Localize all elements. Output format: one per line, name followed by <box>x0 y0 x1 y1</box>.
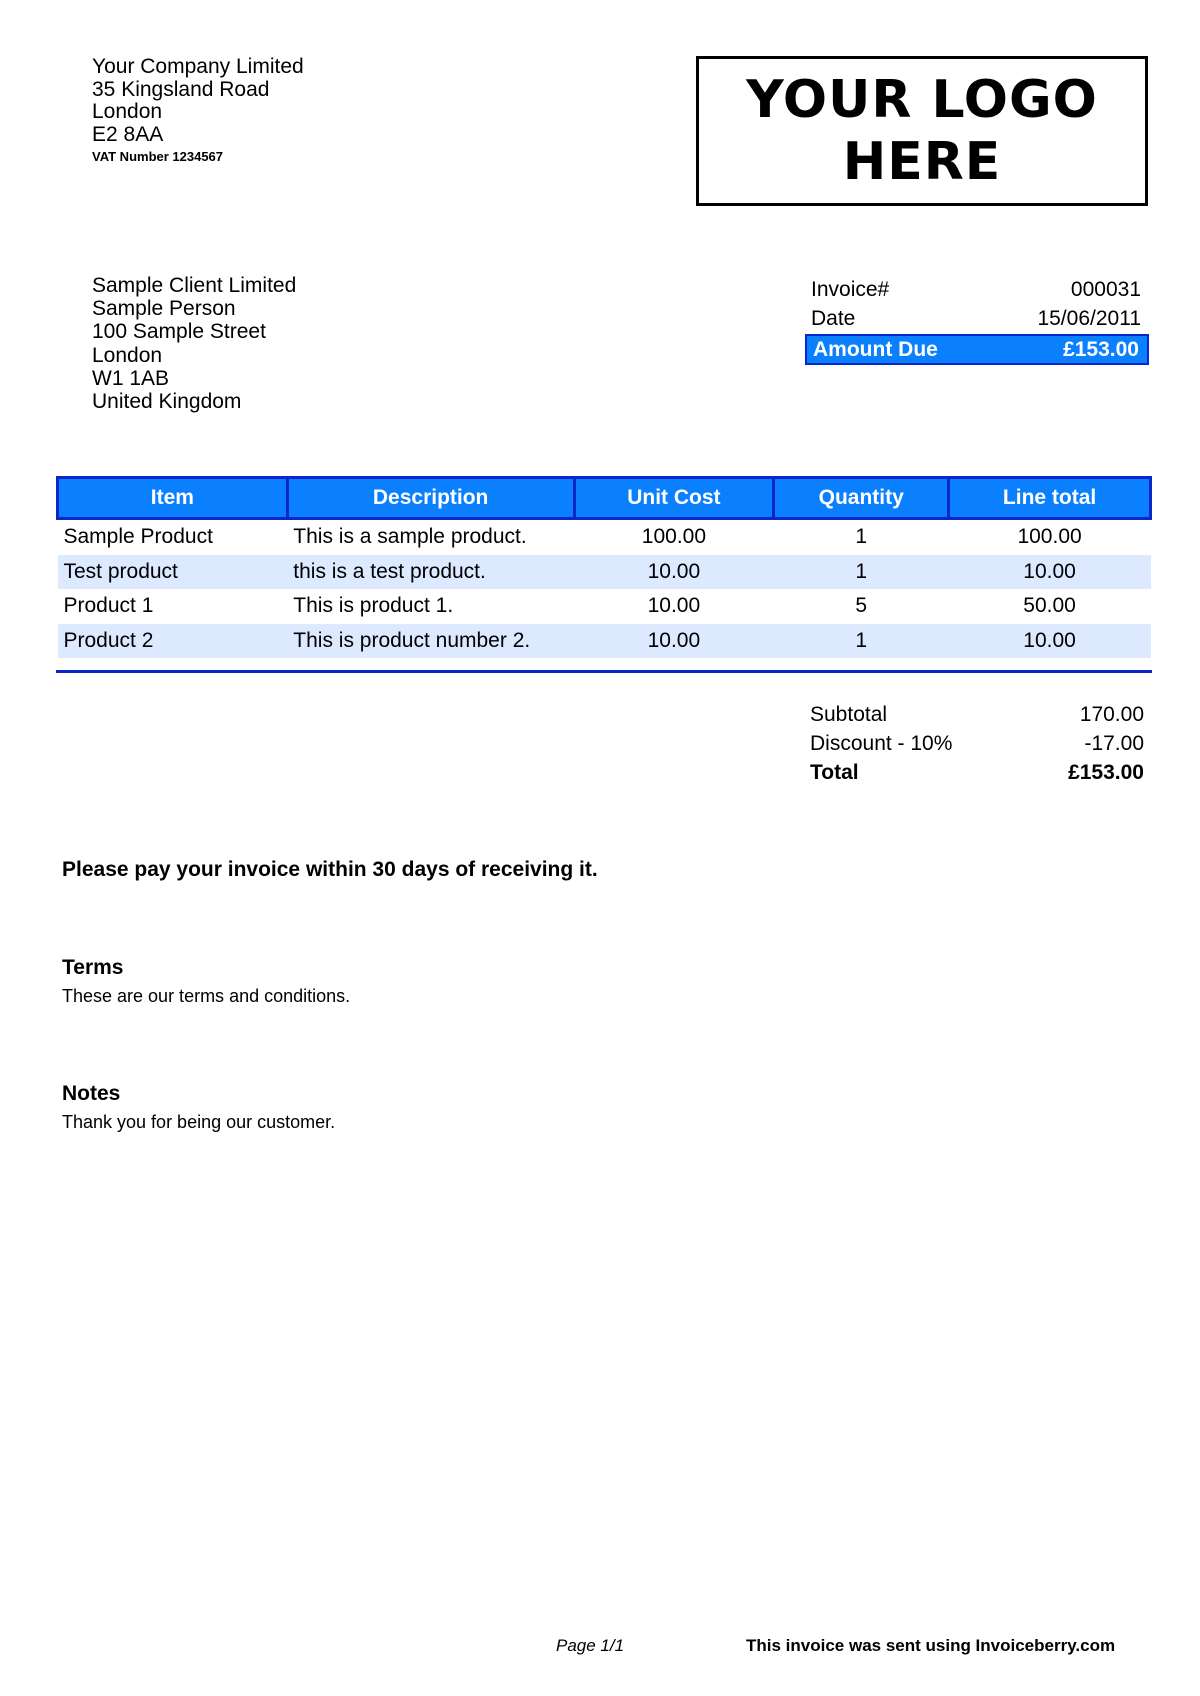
page-number: Page 1/1 <box>556 1636 625 1655</box>
client-block <box>92 274 296 413</box>
invoice-date-value: 15/06/2011 <box>1037 307 1141 330</box>
company-block <box>92 56 304 168</box>
invoice-number-row <box>805 275 1149 304</box>
cell-quantity: 5 <box>855 594 868 618</box>
cell-item: Test product <box>58 555 288 590</box>
table-row <box>58 589 1151 624</box>
cell-unit-cost: 10.00 <box>574 624 774 659</box>
cell-quantity: 1 <box>774 624 949 659</box>
client-city: London <box>92 343 163 367</box>
client-address-line1: 100 Sample Street <box>92 320 266 344</box>
payment-note: Please pay your invoice within 30 days of receiving it. <box>62 858 598 881</box>
footer-sent-using: This invoice was sent using Invoiceberry.com <box>746 1636 1116 1655</box>
terms-section <box>62 956 350 1007</box>
invoice-meta <box>805 275 1149 365</box>
table-row <box>58 555 1151 590</box>
company-city: London <box>92 100 163 124</box>
cell-quantity: 1 <box>855 525 868 549</box>
terms-title: Terms <box>62 956 124 979</box>
cell-line-total: 50.00 <box>1023 594 1076 618</box>
amount-due-value: £153.00 <box>1063 338 1139 361</box>
invoice-date-row <box>805 304 1149 333</box>
client-name: Sample Client Limited <box>92 274 297 297</box>
company-postcode: E2 8AA <box>92 122 164 146</box>
cell-unit-cost: 10.00 <box>647 594 701 618</box>
amount-due-row <box>805 334 1149 365</box>
column-header-quantity: Quantity <box>774 478 949 519</box>
cell-line-total: 10.00 <box>949 624 1151 659</box>
cell-description: This is product number 2. <box>287 624 574 659</box>
total-label: Total <box>810 761 859 784</box>
amount-due-label: Amount Due <box>813 338 938 361</box>
total-row <box>810 758 1144 787</box>
discount-value: -17.00 <box>1084 732 1144 755</box>
client-postcode: W1 1AB <box>92 366 170 390</box>
company-name: Your Company Limited <box>92 55 304 78</box>
company-address-line1: 35 Kingsland Road <box>92 77 270 101</box>
invoice-date-label: Date <box>811 307 856 330</box>
notes-title: Notes <box>62 1082 121 1105</box>
subtotal-row <box>810 700 1144 729</box>
notes-body: Thank you for being our customer. <box>62 1112 336 1132</box>
column-header-unit-cost: Unit Cost <box>574 478 774 519</box>
totals-block <box>810 700 1144 787</box>
cell-quantity: 1 <box>774 555 949 590</box>
discount-label: Discount - 10% <box>810 732 953 755</box>
cell-description: this is a test product. <box>287 555 574 590</box>
total-value: £153.00 <box>1068 761 1144 784</box>
company-vat-number: VAT Number 1234567 <box>92 149 224 165</box>
logo-text: YOUR LOGO HERE <box>746 70 1098 192</box>
client-country: United Kingdom <box>92 390 242 414</box>
cell-description: This is a sample product. <box>293 525 527 549</box>
cell-description: This is product 1. <box>293 594 454 618</box>
cell-unit-cost: 100.00 <box>641 525 707 549</box>
table-row <box>58 624 1151 659</box>
terms-body: These are our terms and conditions. <box>62 986 351 1006</box>
cell-item: Product 2 <box>58 624 288 659</box>
cell-item: Product 1 <box>63 594 154 618</box>
subtotal-value: 170.00 <box>1079 703 1144 726</box>
cell-item: Sample Product <box>63 525 213 549</box>
column-header-item: Item <box>58 478 288 519</box>
invoice-number-label: Invoice# <box>811 278 890 301</box>
client-contact: Sample Person <box>92 297 236 321</box>
discount-row <box>810 729 1144 758</box>
cell-line-total: 100.00 <box>1017 525 1082 549</box>
cell-line-total: 10.00 <box>949 555 1151 590</box>
subtotal-label: Subtotal <box>810 703 888 726</box>
table-row <box>58 519 1151 555</box>
column-header-description: Description <box>287 478 574 519</box>
invoice-number-value: 000031 <box>1070 278 1141 301</box>
line-items-table <box>56 476 1152 658</box>
cell-unit-cost: 10.00 <box>574 555 774 590</box>
table-header-row <box>58 478 1151 519</box>
column-header-line-total: Line total <box>949 478 1151 519</box>
logo-placeholder <box>696 56 1148 206</box>
notes-section <box>62 1082 335 1133</box>
table-bottom-rule <box>56 670 1152 673</box>
